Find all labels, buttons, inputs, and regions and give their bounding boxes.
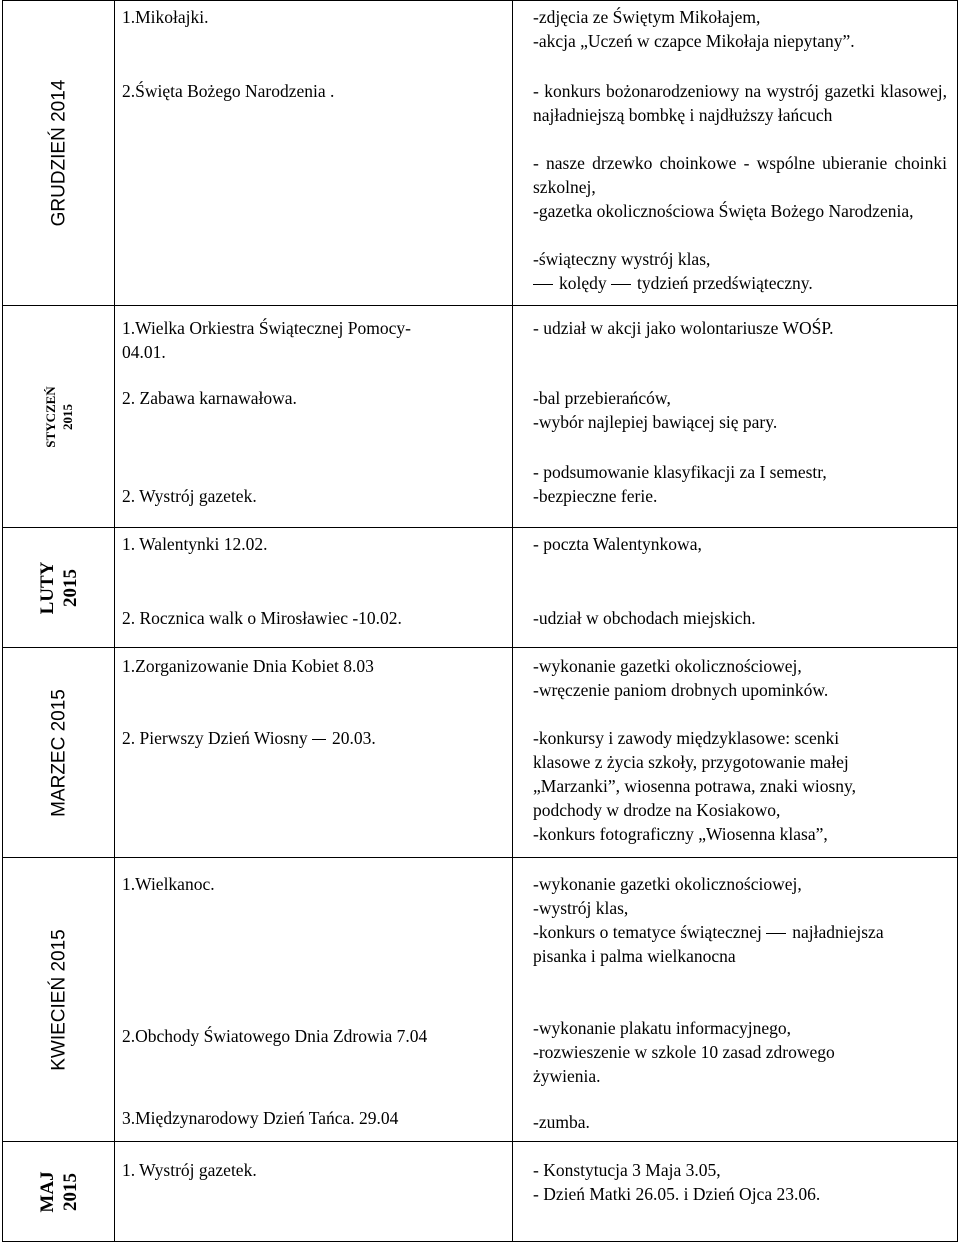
row-styczen — [2, 306, 958, 528]
activity-item: -konkursy i zawody międzyklasowe: scenki — [533, 728, 840, 748]
month-label: GRUDZIEŃ 2014 — [48, 79, 69, 227]
month-cell — [3, 648, 115, 857]
month-label: KWIECIEŃ 2015 — [48, 928, 69, 1071]
dash-line — [611, 284, 631, 285]
activity-item: - Konstytucja 3 Maja 3.05, — [533, 1160, 721, 1180]
activity-item: -zumba. — [533, 1112, 590, 1132]
activities-cell — [513, 1142, 957, 1241]
events-cell — [115, 1, 513, 305]
dash-line — [312, 739, 326, 740]
event-item: 1.Wielka Orkiestra Świątecznej Pomocy- — [122, 318, 411, 338]
activity-item: -gazetka okolicznościowa Święta Bożego Narodzenia, — [533, 201, 914, 221]
activities-cell — [513, 306, 957, 527]
month-cell — [3, 1, 115, 305]
event-item: 2.Święta Bożego Narodzenia . — [122, 81, 335, 101]
events-cell — [115, 648, 513, 857]
month-label: STYCZEŃ 2015 — [42, 385, 75, 448]
activity-item: -wykonanie gazetki okolicznościowej, — [533, 656, 802, 676]
activity-item: -bal przebierańców, — [533, 388, 671, 408]
activity-item: -wystrój klas, — [533, 898, 629, 918]
activity-item: - Dzień Matki 26.05. i Dzień Ojca 23.06. — [533, 1184, 821, 1204]
activities-cell — [513, 1, 957, 305]
event-item: 1.Wielkanoc. — [122, 874, 215, 894]
event-item: 3.Międzynarodowy Dzień Tańca. 29.04 — [122, 1108, 399, 1128]
activity-item: podchody w drodze na Kosiakowo, — [533, 800, 781, 820]
activity-item: -udział w obchodach miejskich. — [533, 608, 756, 628]
activity-item: -konkurs fotograficzny „Wiosenna klasa”, — [533, 824, 828, 844]
events-cell — [115, 858, 513, 1141]
row-marzec — [2, 648, 958, 858]
activities-cell — [513, 858, 957, 1141]
activity-item: -świąteczny wystrój klas, — [533, 249, 711, 269]
activity-item: -wykonanie plakatu informacyjnego, — [533, 1018, 792, 1038]
activity-item: -rozwieszenie w szkole 10 zasad zdrowego — [533, 1042, 835, 1062]
activity-item: kolędy tydzień przedświąteczny. — [533, 271, 813, 295]
month-label: MARZEC 2015 — [48, 688, 69, 817]
event-item: 2. Pierwszy Dzień Wiosny 20.03. — [122, 728, 376, 748]
activity-item: - podsumowanie klasyfikacji za I semestr, — [533, 462, 827, 482]
events-cell — [115, 528, 513, 647]
activity-item: - udział w akcji jako wolontariusze WOŚP. — [533, 318, 834, 338]
event-item: 2. Rocznica walk o Mirosławiec -10.02. — [122, 608, 402, 628]
activity-item: -wykonanie gazetki okolicznościowej, — [533, 874, 802, 894]
activity-item: - nasze drzewko choinkowe - wspólne ubieranie choinki szkolnej, — [533, 153, 947, 197]
dash-line — [533, 284, 553, 285]
month-cell — [3, 1142, 115, 1241]
activity-item: -wręczenie paniom drobnych upominków. — [533, 680, 829, 700]
activities-cell — [513, 528, 957, 647]
row-grudzien — [2, 0, 958, 306]
activities-cell — [513, 648, 957, 857]
dash-line — [766, 933, 786, 934]
activity-item: żywienia. — [533, 1066, 601, 1086]
activity-item: - konkurs bożonarodzeniowy na wystrój gazetki klasowej, najładniejszą bombkę i najdłuższy łańcuch — [533, 81, 947, 125]
month-label: LUTY 2015 — [36, 561, 81, 614]
activity-item: -zdjęcia ze Świętym Mikołajem, — [533, 7, 761, 27]
activity-item: -bezpieczne ferie. — [533, 486, 658, 506]
row-kwiecien — [2, 858, 958, 1142]
activity-item: -wybór najlepiej bawiącej się pary. — [533, 412, 778, 432]
month-label: MAJ 2015 — [36, 1170, 81, 1213]
row-luty — [2, 528, 958, 648]
event-item: 2.Obchody Światowego Dnia Zdrowia 7.04 — [122, 1026, 428, 1046]
event-item: 1. Walentynki 12.02. — [122, 534, 268, 554]
event-item: 1. Wystrój gazetek. — [122, 1160, 257, 1180]
event-item: 2. Wystrój gazetek. — [122, 486, 257, 506]
event-item: 04.01. — [122, 342, 166, 362]
activity-item: klasowe z życia szkoły, przygotowanie małej — [533, 752, 849, 772]
event-item: 1.Zorganizowanie Dnia Kobiet 8.03 — [122, 656, 374, 676]
activity-item: - poczta Walentynkowa, — [533, 534, 702, 554]
activity-item: -akcja „Uczeń w czapce Mikołaja niepytany”. — [533, 31, 855, 51]
month-cell — [3, 528, 115, 647]
month-cell — [3, 306, 115, 527]
month-cell — [3, 858, 115, 1141]
event-item: 1.Mikołajki. — [122, 7, 209, 27]
activity-item: „Marzanki”, wiosenna potrawa, znaki wiosny, — [533, 776, 856, 796]
activity-item: -konkurs o tematyce świątecznej najładniejsza — [533, 922, 884, 942]
row-maj — [2, 1142, 958, 1242]
activity-item: pisanka i palma wielkanocna — [533, 946, 736, 966]
activity-plan-table — [2, 0, 958, 1242]
events-cell — [115, 1142, 513, 1241]
events-cell — [115, 306, 513, 527]
event-item: 2. Zabawa karnawałowa. — [122, 388, 297, 408]
